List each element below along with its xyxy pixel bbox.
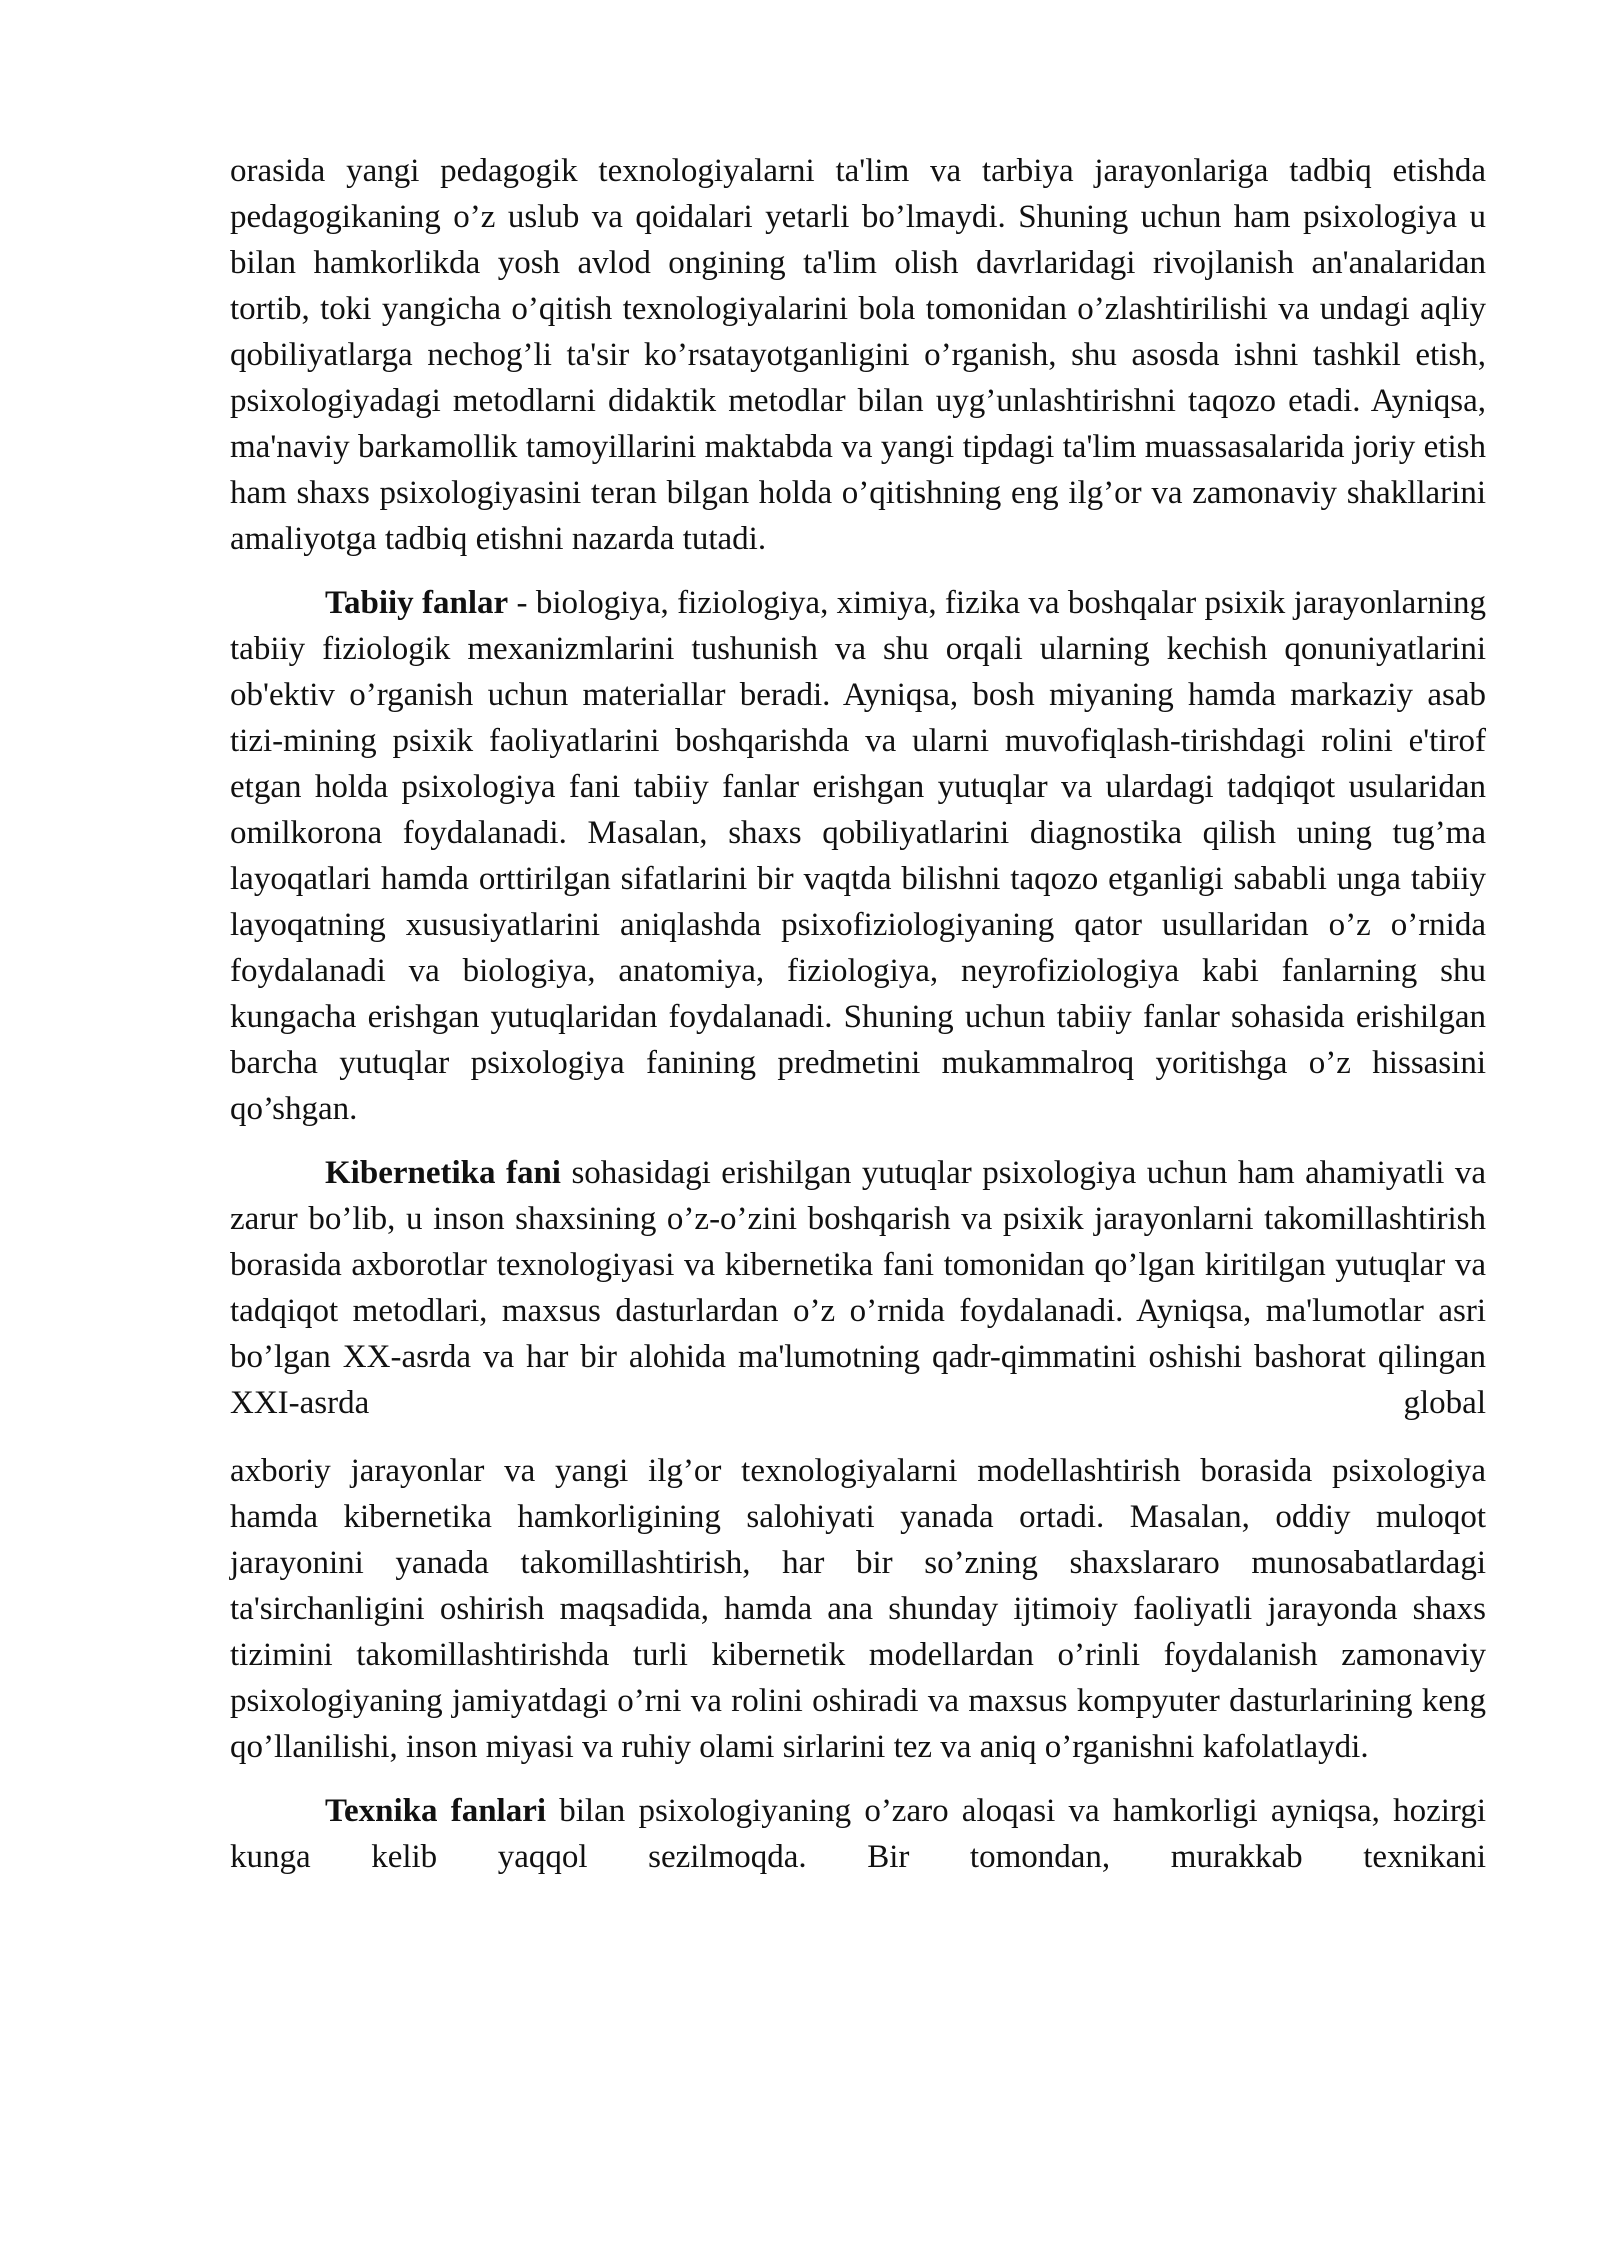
- term-heading: Texnika fanlari: [325, 1793, 547, 1829]
- paragraph-text: - biologiya, fiziologiya, ximiya, fizika va boshqalar psixik jarayonlarning tabiiy fiziologik mexanizmlarini tushunish va shu orqali ularning kechish qonuniyatlarini ob'ektiv o’rganish uchun materiallar beradi. Ayniqsa, bosh miyaning hamda markaziy asab tizi-mining psixik faoliyatlarini boshqarishda va ularni muvofiqlash-tirishdagi rolini e'tirof etgan holda psixologiya fani tabiiy fanlar erishgan yutuqlar va ulardagi tadqiqot usularidan omilkorona foydalanadi. Masalan, shaxs qobiliyatlarini diagnostika qilish uning tug’ma layoqatlari hamda orttirilgan sifatlarini bir vaqtda bilishni taqozo etganligi sababli unga tabiiy layoqatning xususiyatlarini aniqlashda psixofiziologiyaning qator usullaridan o’z o’rnida foydalanadi va biologiya, anatomiya, fiziologiya, neyrofiziologiya kabi fanlarning shu kungacha erishgan yutuqlaridan foydalanadi. Shuning uchun tabiiy fanlar sohasida erishilgan barcha yutuqlar psixologiya fanining predmetini mukammalroq yoritishga o’z hissasini qo’shgan.: [230, 585, 1486, 1127]
- paragraph-text: orasida yangi pedagogik texnologiyalarni ta'lim va tarbiya jarayonlariga tadbiq etishda pedagogikaning o’z uslub va qoidalari yetarli bo’lmaydi. Shuning uchun ham psixologiya u bilan hamkorlikda yosh avlod ongining ta'lim olish davrlaridagi rivojlanish an'analaridan tortib, toki yangicha o’qitish texnologiyalarini bola tomonidan o’zlashtirilishi va undagi aqliy qobiliyatlarga nechog’li ta'sir ko’rsatayotganligini o’rganish, shu asosda ishni tashkil etish, psixologiyadagi metodlarni didaktik metodlar bilan uyg’unlashtirishni taqozo etadi. Ayniqsa, ma'naviy barkamollik tamoyillarini maktabda va yangi tipdagi ta'lim muassasalarida joriy etish ham shaxs psixologiyasini teran bilgan holda o’qitishning eng ilg’or va zamonaviy shakllarini amaliyotga tadbiq etishni nazarda tutadi.: [230, 153, 1486, 557]
- paragraph-intro: [230, 148, 1486, 562]
- paragraph-continuation: [230, 1448, 1486, 1770]
- term-heading: Tabiiy fanlar: [325, 585, 509, 621]
- paragraph-tabiiy-fanlar: [230, 580, 1486, 1132]
- paragraph-kibernetika-fani: [230, 1150, 1486, 1426]
- paragraph-text: bilan psixologiyaning o’zaro aloqasi va hamkorligi ayniqsa, hozirgi kunga kelib yaqqol sezilmoqda. Bir tomondan, murakkab texnikani: [230, 1793, 1486, 1875]
- paragraph-text: axboriy jarayonlar va yangi ilg’or texnologiyalarni modellashtirish borasida psixologiya hamda kibernetika hamkorligining salohiyati yanada ortadi. Masalan, oddiy muloqot jarayonini yanada takomillashtirish, har bir so’zning shaxslararo munosabatlardagi ta'sirchanligini oshirish maqsadida, hamda ana shunday ijtimoiy faoliyatli jarayonda shaxs tizimini takomillashtirishda turli kibernetik modellardan o’rinli foydalanish zamonaviy psixologiyaning jamiyatdagi o’rni va rolini oshiradi va maxsus kompyuter dasturlarining keng qo’llanilishi, inson miyasi va ruhiy olami sirlarini tez va aniq o’rganishni kafolatlaydi.: [230, 1453, 1486, 1765]
- paragraph-text: sohasidagi erishilgan yutuqlar psixologiya uchun ham ahamiyatli va zarur bo’lib, u inson shaxsining o’z-o’zini boshqarish va psixik jarayonlarni takomillashtirish borasida axborotlar texnologiyasi va kibernetika fani tomonidan qo’lgan kiritilgan yutuqlar va tadqiqot metodlari, maxsus dasturlardan o’z o’rnida foydalanadi. Ayniqsa, ma'lumotlar asri bo’lgan XX-asrda va har bir alohida ma'lumotning qadr-qimmatini oshishi bashorat qilingan XXI-asrda global: [230, 1155, 1486, 1421]
- term-heading: Kibernetika fani: [325, 1155, 561, 1191]
- paragraph-texnika-fanlari: [230, 1788, 1486, 1880]
